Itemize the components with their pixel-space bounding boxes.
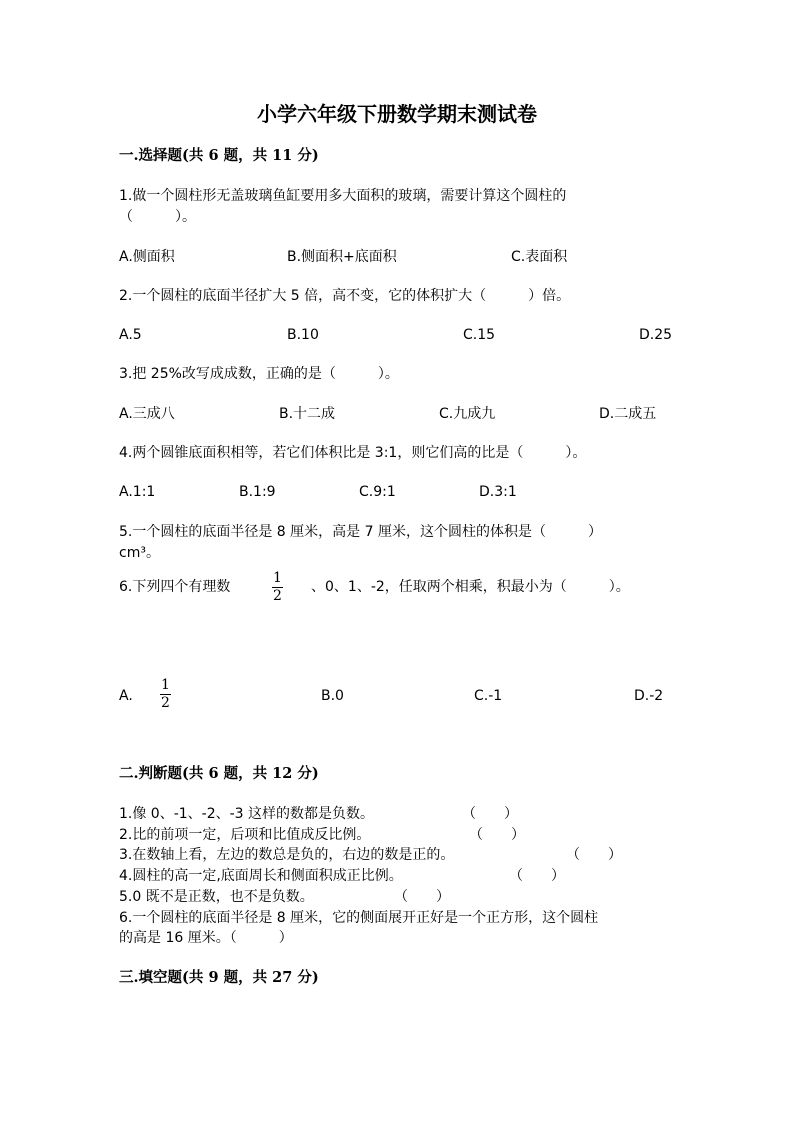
judgement-4-text: 4.圆柱的高一定,底面周长和侧面积成正比例。 [119, 868, 403, 884]
judgement-5-blank: （ ） [394, 889, 450, 905]
judgement-1-blank: （ ） [462, 806, 518, 822]
question-3-option-c: C.九成九 [439, 406, 496, 422]
section-heading-fill-blank: 三.填空题(共 9 题，共 27 分) [119, 969, 319, 986]
question-1-blank: （ ）。 [119, 209, 196, 225]
judgement-6-text-continued: 的高是 16 厘米。（ ） [119, 930, 293, 946]
fraction-denominator: 2 [273, 588, 282, 604]
question-6-suffix: 、0、1、-2，任取两个相乘，积最小为（ ）。 [311, 579, 630, 595]
judgement-5-text: 5.0 既不是正数，也不是负数。 [119, 889, 314, 905]
section-heading-choice: 一.选择题(共 6 题，共 11 分) [119, 147, 319, 164]
question-4-option-d: D.3:1 [479, 484, 517, 500]
question-6-fraction [272, 571, 283, 604]
question-6-option-b: B.0 [321, 688, 344, 704]
question-2-option-c: C.15 [463, 327, 496, 343]
question-4-text: 4.两个圆锥底面积相等，若它们体积比是 3:1，则它们高的比是（ ）。 [119, 445, 587, 461]
judgement-1-text: 1.像 0、-1、-2、-3 这样的数都是负数。 [119, 806, 375, 822]
page-title: 小学六年级下册数学期末测试卷 [257, 102, 537, 126]
question-2-option-d: D.25 [639, 327, 673, 343]
question-6-option-a-label: A. [119, 688, 133, 704]
judgement-2-text: 2.比的前项一定，后项和比值成反比例。 [119, 827, 371, 843]
section-heading-judgement: 二.判断题(共 6 题，共 12 分) [119, 765, 319, 782]
question-4-option-c: C.9:1 [359, 484, 396, 500]
question-1-option-c: C.表面积 [511, 249, 568, 265]
question-6-option-c: C.-1 [474, 688, 503, 704]
question-2-text: 2.一个圆柱的底面半径扩大 5 倍，高不变，它的体积扩大（ ）倍。 [119, 288, 571, 304]
question-3-option-a: A.三成八 [119, 406, 175, 422]
fraction-denominator: 2 [161, 695, 170, 711]
judgement-3-text: 3.在数轴上看，左边的数总是负的，右边的数是正的。 [119, 847, 455, 863]
fraction-numerator: 1 [161, 677, 170, 693]
question-2-option-a: A.5 [119, 327, 142, 343]
question-2-option-b: B.10 [287, 327, 319, 343]
question-3-text: 3.把 25%改写成成数，正确的是（ ）。 [119, 366, 399, 382]
judgement-2-blank: （ ） [469, 827, 525, 843]
judgement-4-blank: （ ） [509, 868, 565, 884]
question-6-prefix: 6.下列四个有理数 [119, 579, 231, 595]
question-1-text: 1.做一个圆柱形无盖玻璃鱼缸要用多大面积的玻璃，需要计算这个圆柱的 [119, 188, 567, 204]
question-3-option-d: D.二成五 [599, 406, 657, 422]
question-1-option-a: A.侧面积 [119, 249, 175, 265]
judgement-6-text: 6.一个圆柱的底面半径是 8 厘米，它的侧面展开正好是一个正方形，这个圆柱 [119, 910, 599, 926]
question-6-option-d: D.-2 [634, 688, 664, 704]
question-6-option-a-fraction [160, 678, 171, 711]
question-3-option-b: B.十二成 [279, 406, 336, 422]
fraction-numerator: 1 [273, 570, 282, 586]
judgement-3-blank: （ ） [566, 847, 622, 863]
question-1-option-b: B.侧面积+底面积 [287, 249, 397, 265]
question-5-text: 5.一个圆柱的底面半径是 8 厘米，高是 7 厘米，这个圆柱的体积是（ ） [119, 524, 602, 540]
question-4-option-b: B.1:9 [239, 484, 276, 500]
question-4-option-a: A.1:1 [119, 484, 156, 500]
question-5-unit: cm³。 [119, 545, 160, 561]
